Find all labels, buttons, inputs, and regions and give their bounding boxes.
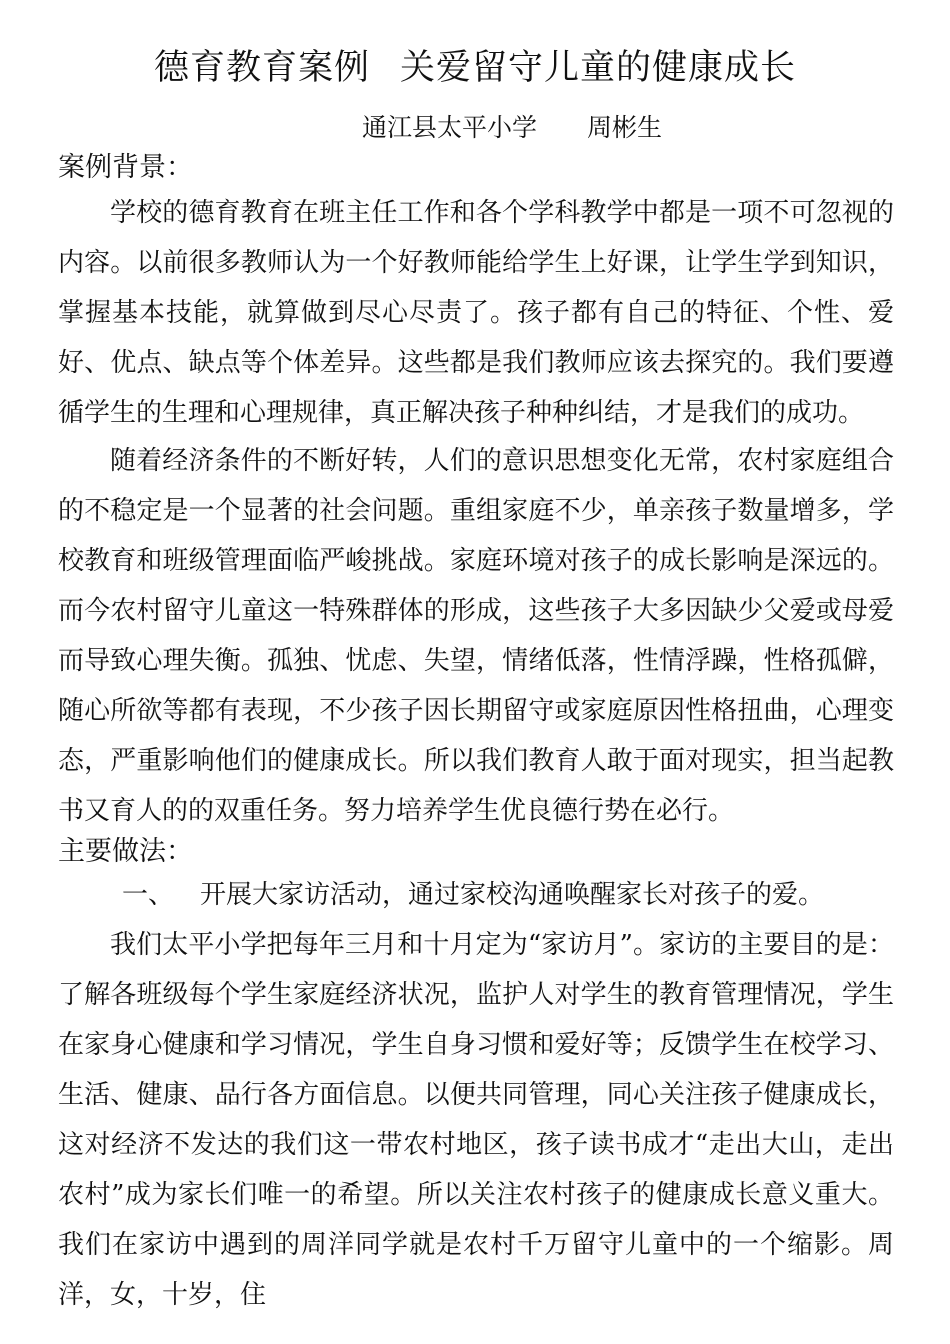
- paragraph-background-2: 随着经济条件的不断好转，人们的意识思想变化无常，农村家庭组合的不稳定是一个显著的社会问题。重组家庭不少，单亲孩子数量增多，学校教育和班级管理面临严峻挑战。家庭环境对孩子的成长影响是深远的。而今农村留守儿童这一特殊群体的形成，这些孩子大多因缺少父爱或母爱而导致心理失衡。孤独、忧虑、失望，情绪低落，性情浮躁，性格孤僻，随心所欲等都有表现，不少孩子因长期留守或家庭原因性格扭曲，心理变态，严重影响他们的健康成长。所以我们教育人敢于面对现实，担当起教书又育人的的双重任务。努力培养学生优良德行势在必行。: [58, 446, 894, 826]
- paragraph-methods-1: 我们太平小学把每年三月和十月定为“家访月”。家访的主要目的是：了解各班级每个学生家庭经济状况，监护人对学生的教育管理情况，学生在家身心健康和学习情况，学生自身习惯和爱好等；反馈学生在校学习、生活、健康、品行各方面信息。以便共同管理，同心关注孩子健康成长，这对经济不发达的我们这一带农村地区，孩子读书成才“走出大山，走出农村”成为家长们唯一的希望。所以关注农村孩子的健康成长意义重大。我们在家访中遇到的周洋同学就是农村千万留守儿童中的一个缩影。周洋，女，十岁，住: [58, 930, 894, 1310]
- document-title: [0, 42, 950, 94]
- method-item-1: [122, 877, 902, 913]
- author-name: 周彬生: [587, 113, 663, 142]
- school-name: 通江县太平小学: [362, 113, 538, 142]
- title-part-2: 关爱留守儿童的健康成长: [400, 48, 797, 88]
- title-part-1: 德育教育案例: [153, 48, 370, 88]
- section-heading-background: 案例背景：: [58, 152, 193, 183]
- paragraph-background-1: 学校的德育教育在班主任工作和各个学科教学中都是一项不可忽视的内容。以前很多教师认为一个好教师能给学生上好课，让学生学到知识，掌握基本技能，就算做到尽心尽责了。孩子都有自己的特征、个性、爱好、优点、缺点等个体差异。这些都是我们教师应该去探究的。我们要遵循学生的生理和心理规律，真正解决孩子种种纠结，才是我们的成功。: [58, 198, 894, 428]
- method-item-text: 开展大家访活动，通过家校沟通唤醒家长对孩子的爱。: [200, 880, 825, 910]
- byline: [362, 110, 662, 146]
- method-item-number: 一、: [122, 880, 175, 910]
- section-heading-methods: 主要做法：: [58, 836, 193, 867]
